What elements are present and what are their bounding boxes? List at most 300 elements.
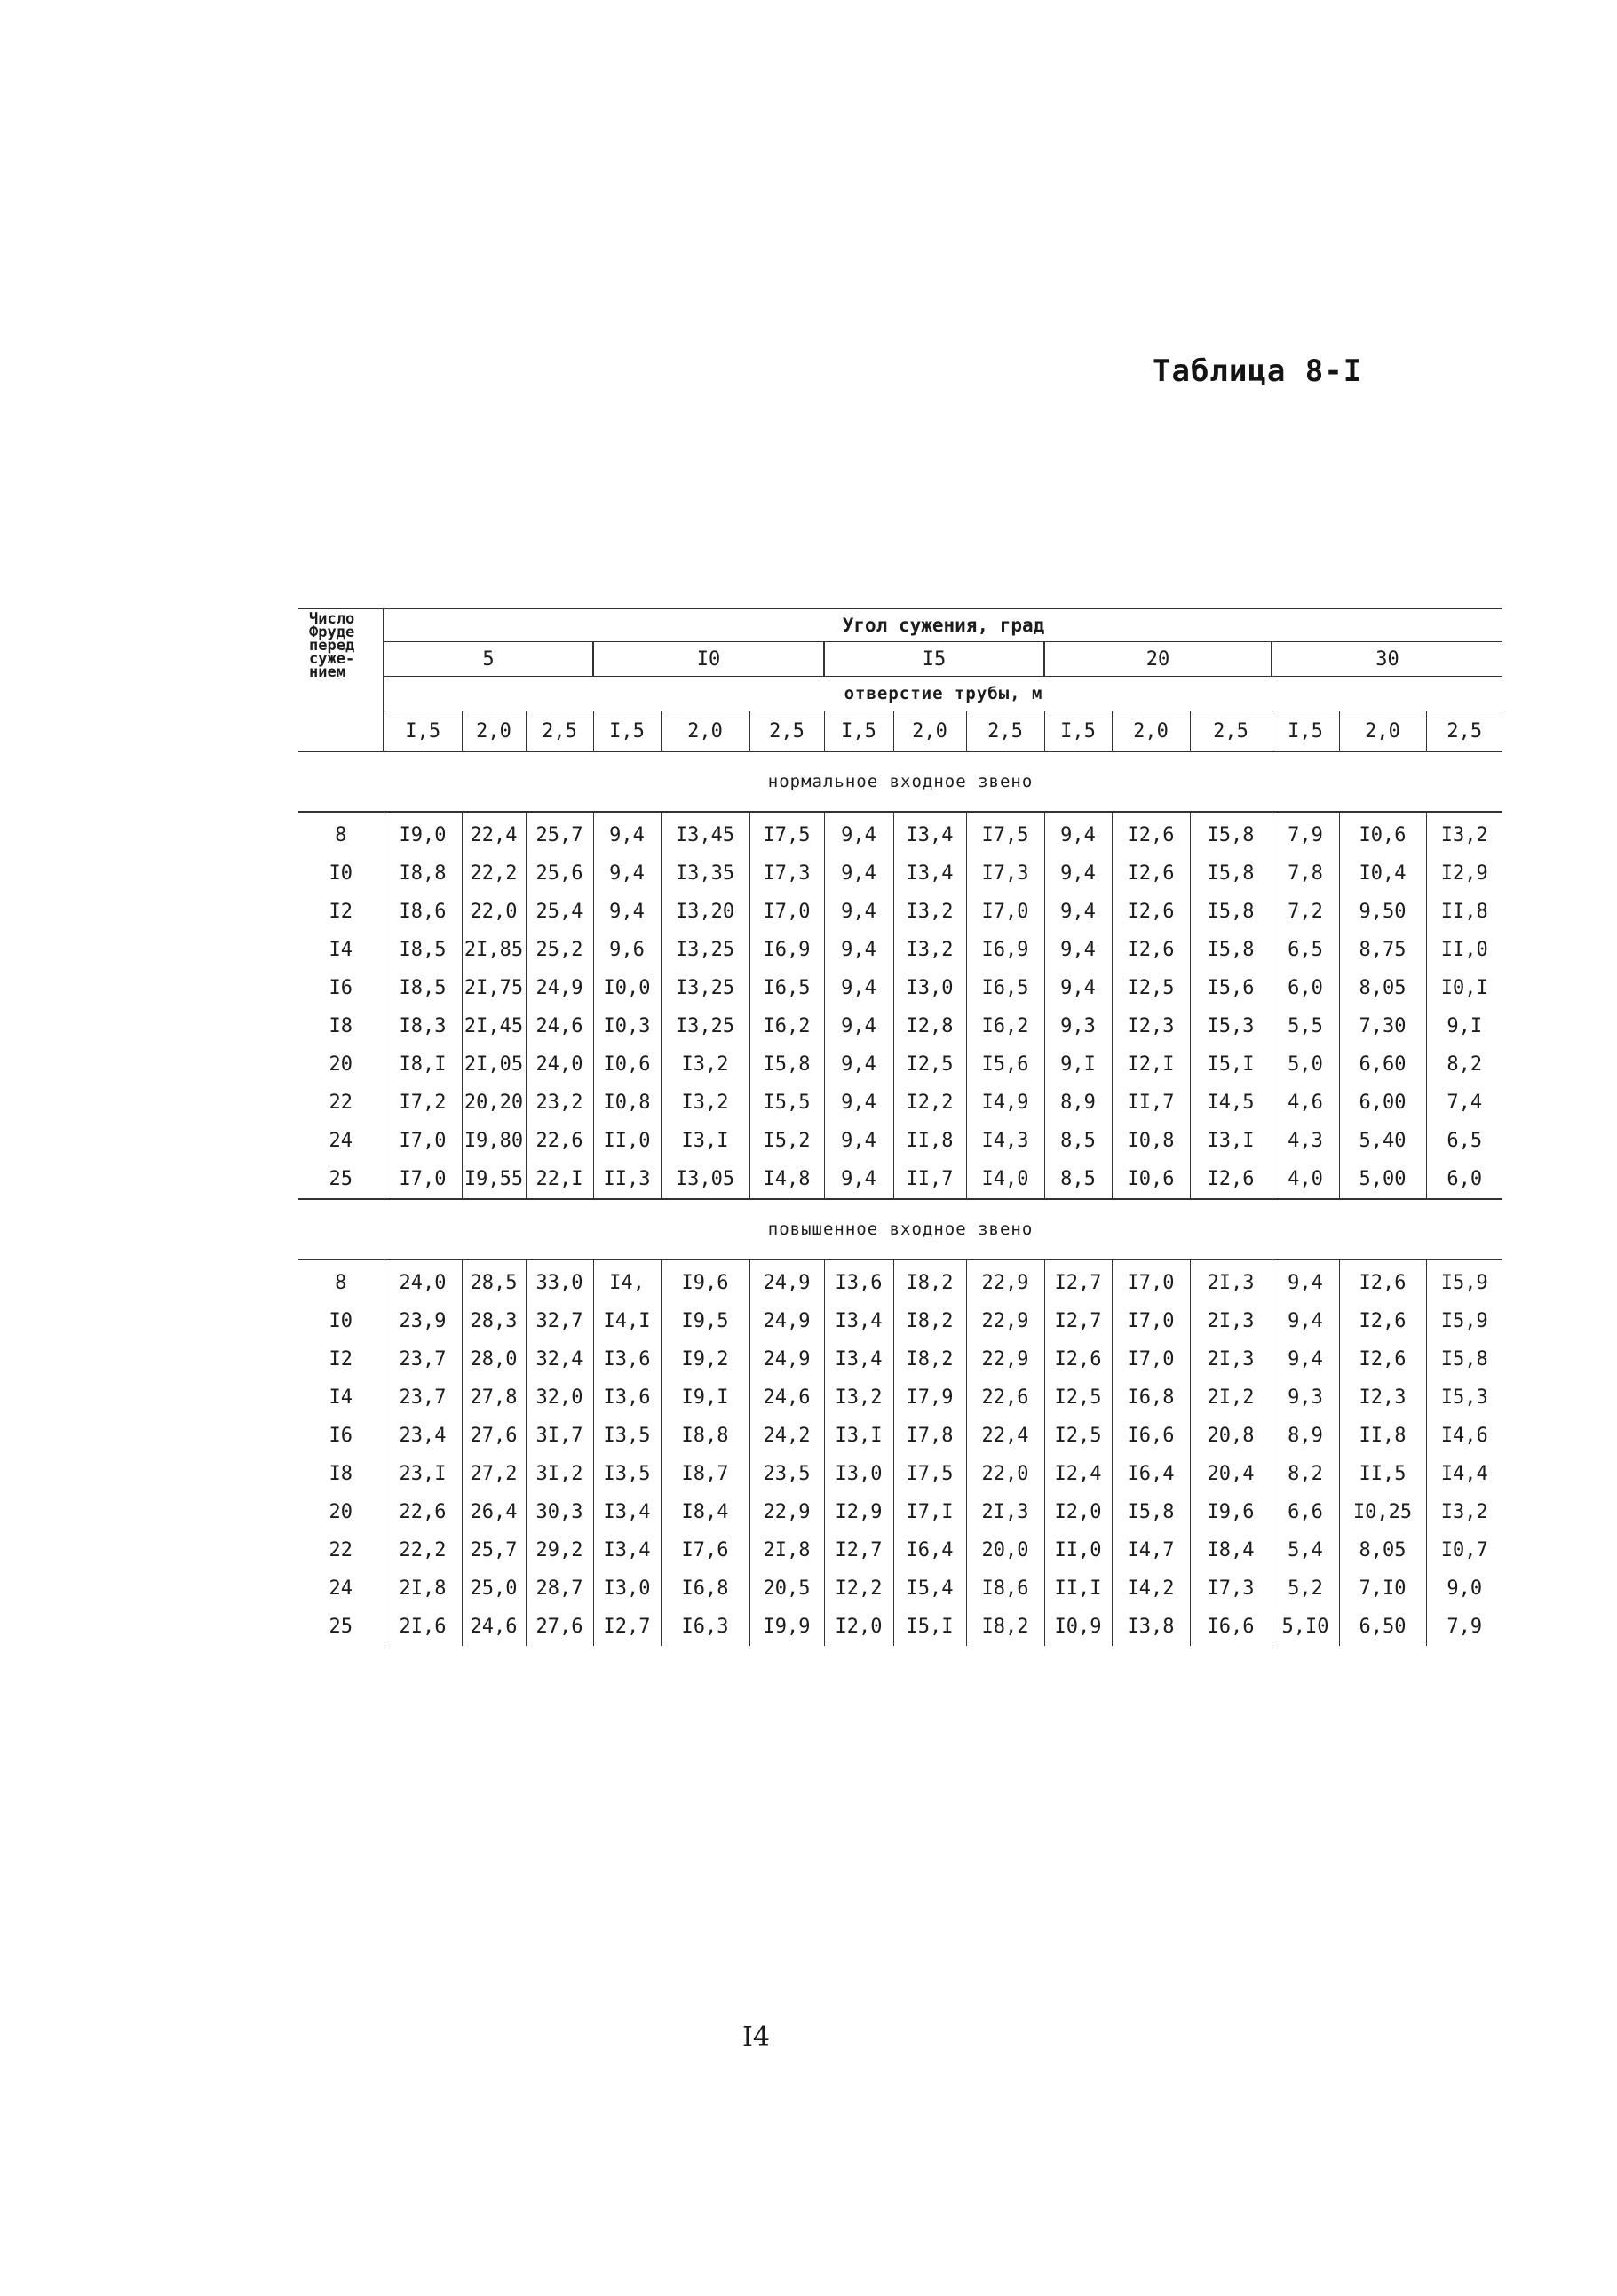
value-cell: I7,0 [966, 893, 1044, 931]
value-cell: I4,2 [1112, 1569, 1190, 1608]
value-cell: 9,4 [824, 812, 893, 854]
value-cell: 8,5 [1044, 1122, 1112, 1160]
value-cell: I3,25 [661, 1007, 749, 1045]
value-cell: I7,0 [1112, 1259, 1190, 1302]
value-cell: I5,I [1190, 1045, 1272, 1084]
value-cell: 9,4 [824, 1122, 893, 1160]
value-cell: 8,75 [1339, 931, 1426, 969]
value-cell: I8,4 [1190, 1531, 1272, 1569]
value-cell: 9,I [1044, 1045, 1112, 1084]
value-cell: I3,4 [593, 1493, 661, 1531]
value-cell: 33,0 [526, 1259, 593, 1302]
value-cell: 22,0 [462, 893, 526, 931]
value-cell: 27,8 [462, 1378, 526, 1417]
value-cell: I5,2 [749, 1122, 824, 1160]
table-row [298, 1122, 1502, 1160]
value-cell: I7,3 [1190, 1569, 1272, 1608]
value-cell: II,8 [893, 1122, 966, 1160]
table-row [298, 1531, 1502, 1569]
value-cell: 24,9 [749, 1340, 824, 1378]
value-cell: 27,6 [526, 1608, 593, 1646]
value-cell: I2,7 [593, 1608, 661, 1646]
value-cell: I6,3 [661, 1608, 749, 1646]
value-cell: 23,4 [384, 1417, 462, 1455]
angle-header: I0 [593, 642, 824, 677]
value-cell: 23,7 [384, 1340, 462, 1378]
value-cell: 24,9 [749, 1302, 824, 1340]
table-row [298, 854, 1502, 893]
value-cell: 9,3 [1044, 1007, 1112, 1045]
value-cell: I7,I [893, 1493, 966, 1531]
value-cell: 24,9 [749, 1259, 824, 1302]
value-cell: I4,7 [1112, 1531, 1190, 1569]
value-cell: II,5 [1339, 1455, 1426, 1493]
value-cell: I8,4 [661, 1493, 749, 1531]
value-cell: I3,2 [661, 1045, 749, 1084]
table-row [298, 969, 1502, 1007]
value-cell: 2I,3 [1190, 1259, 1272, 1302]
value-cell: I2,7 [1044, 1259, 1112, 1302]
value-cell: 9,4 [824, 1007, 893, 1045]
value-cell: I3,35 [661, 854, 749, 893]
value-cell: I2,6 [1112, 854, 1190, 893]
value-cell: I7,0 [1112, 1302, 1190, 1340]
value-cell: 25,7 [462, 1531, 526, 1569]
froude-number-cell: I6 [329, 1425, 353, 1447]
froude-number-cell: 20 [329, 1053, 353, 1076]
value-cell: 28,3 [462, 1302, 526, 1340]
value-cell: 9,6 [593, 931, 661, 969]
value-cell: I3,5 [593, 1455, 661, 1493]
value-cell: 4,6 [1272, 1084, 1339, 1122]
value-cell: 27,2 [462, 1455, 526, 1493]
value-cell: 24,0 [384, 1259, 462, 1302]
value-cell: I5,8 [1190, 812, 1272, 854]
value-cell: I0,4 [1339, 854, 1426, 893]
value-cell: 9,4 [1044, 969, 1112, 1007]
value-cell: I2,6 [1190, 1160, 1272, 1199]
value-cell: I5,8 [1426, 1340, 1502, 1378]
value-cell: I4,0 [966, 1160, 1044, 1199]
value-cell: 22,2 [462, 854, 526, 893]
value-cell: 9,4 [593, 854, 661, 893]
table-row [298, 1007, 1502, 1045]
value-cell: I3,5 [593, 1417, 661, 1455]
angle-group-header: Угол сужения, град [384, 608, 1502, 642]
value-cell: 25,4 [526, 893, 593, 931]
value-cell: 25,2 [526, 931, 593, 969]
froude-number-cell: 20 [329, 1501, 353, 1523]
value-cell: I2,I [1112, 1045, 1190, 1084]
value-cell: 7,9 [1426, 1608, 1502, 1646]
value-cell: 9,4 [824, 854, 893, 893]
value-cell: 2I,3 [966, 1493, 1044, 1531]
value-cell: 6,0 [1426, 1160, 1502, 1199]
value-cell: I6,5 [749, 969, 824, 1007]
diameter-header: 2,5 [749, 711, 824, 752]
value-cell: 9,4 [593, 812, 661, 854]
diameter-header: I,5 [1272, 711, 1339, 752]
value-cell: I3,I [1190, 1122, 1272, 1160]
value-cell: 29,2 [526, 1531, 593, 1569]
froude-number-cell: I4 [329, 939, 353, 961]
value-cell: 9,4 [824, 1084, 893, 1122]
froude-number-cell: 25 [329, 1616, 353, 1638]
froude-number-cell: 24 [329, 1130, 353, 1152]
froude-number-cell: 8 [298, 812, 384, 854]
value-cell: I9,55 [462, 1160, 526, 1199]
value-cell: I8,5 [384, 931, 462, 969]
value-cell: 25,7 [526, 812, 593, 854]
value-cell: I3,4 [824, 1302, 893, 1340]
value-cell: 9,4 [1044, 854, 1112, 893]
value-cell: 24,0 [526, 1045, 593, 1084]
section-title: повышенное входное звено [298, 1199, 1502, 1259]
value-cell: I2,0 [824, 1608, 893, 1646]
value-cell: I7,5 [749, 812, 824, 854]
value-cell: 6,5 [1272, 931, 1339, 969]
table-row [298, 1378, 1502, 1417]
value-cell: 20,4 [1190, 1455, 1272, 1493]
value-cell: I2,5 [1044, 1378, 1112, 1417]
value-cell: 8,05 [1339, 1531, 1426, 1569]
value-cell: I3,2 [893, 893, 966, 931]
value-cell: 22,6 [526, 1122, 593, 1160]
value-cell: 9,4 [1044, 893, 1112, 931]
value-cell: I5,8 [749, 1045, 824, 1084]
value-cell: 22,6 [966, 1378, 1044, 1417]
value-cell: II,8 [1426, 893, 1502, 931]
section-row [298, 751, 1502, 812]
value-cell: 23,7 [384, 1378, 462, 1417]
value-cell: I2,6 [1112, 893, 1190, 931]
table-row [298, 1417, 1502, 1455]
table-row [298, 1493, 1502, 1531]
value-cell: 6,00 [1339, 1084, 1426, 1122]
value-cell: II,3 [593, 1160, 661, 1199]
value-cell: 22,I [526, 1160, 593, 1199]
value-cell: 7,4 [1426, 1084, 1502, 1122]
value-cell: I7,2 [384, 1084, 462, 1122]
value-cell: 2I,2 [1190, 1378, 1272, 1417]
value-cell: 9,4 [824, 893, 893, 931]
value-cell: I3,25 [661, 931, 749, 969]
value-cell: I3,20 [661, 893, 749, 931]
stub-header [298, 608, 384, 751]
value-cell: 26,4 [462, 1493, 526, 1531]
value-cell: 32,0 [526, 1378, 593, 1417]
value-cell: 9,50 [1339, 893, 1426, 931]
value-cell: 8,5 [1044, 1160, 1112, 1199]
value-cell: I0,6 [1339, 812, 1426, 854]
value-cell: II,8 [1339, 1417, 1426, 1455]
value-cell: 4,3 [1272, 1122, 1339, 1160]
value-cell: 20,5 [749, 1569, 824, 1608]
froude-number-cell: I8 [329, 1463, 353, 1485]
value-cell: I0,3 [593, 1007, 661, 1045]
data-table [298, 608, 1502, 1646]
value-cell: I5,6 [966, 1045, 1044, 1084]
value-cell: 23,9 [384, 1302, 462, 1340]
table-row [298, 1608, 1502, 1646]
value-cell: I8,2 [966, 1608, 1044, 1646]
value-cell: 24,9 [526, 969, 593, 1007]
diameter-header: I,5 [384, 711, 462, 752]
value-cell: I2,9 [1426, 854, 1502, 893]
value-cell: I2,9 [824, 1493, 893, 1531]
value-cell: I5,6 [1190, 969, 1272, 1007]
value-cell: I2,6 [1112, 812, 1190, 854]
value-cell: 9,4 [1272, 1259, 1339, 1302]
stub-header-line: перед [309, 637, 355, 655]
value-cell: I4,I [593, 1302, 661, 1340]
froude-number-cell: 24 [329, 1577, 353, 1600]
diameter-header: 2,0 [1339, 711, 1426, 752]
value-cell: II,7 [1112, 1084, 1190, 1122]
value-cell: I6,6 [1190, 1608, 1272, 1646]
value-cell: I4, [593, 1259, 661, 1302]
diameter-header: 2,5 [1426, 711, 1502, 752]
value-cell: 9,4 [1044, 812, 1112, 854]
value-cell: I7,3 [749, 854, 824, 893]
value-cell: I3,0 [824, 1455, 893, 1493]
froude-number-cell: I0 [329, 862, 353, 885]
value-cell: I3,2 [661, 1084, 749, 1122]
value-cell: 7,8 [1272, 854, 1339, 893]
section-title: нормальное входное звено [767, 772, 1034, 791]
value-cell: II,0 [593, 1122, 661, 1160]
value-cell: 27,6 [462, 1417, 526, 1455]
value-cell: 8,9 [1272, 1417, 1339, 1455]
value-cell: 2I,6 [384, 1608, 462, 1646]
value-cell: I8,6 [966, 1569, 1044, 1608]
value-cell: I2,5 [893, 1045, 966, 1084]
value-cell: I8,6 [384, 893, 462, 931]
diameter-header: I,5 [593, 711, 661, 752]
value-cell: I8,3 [384, 1007, 462, 1045]
value-cell: I3,0 [893, 969, 966, 1007]
value-cell: I3,6 [593, 1340, 661, 1378]
value-cell: I0,6 [1112, 1160, 1190, 1199]
table-row [298, 812, 1502, 854]
value-cell: I7,3 [966, 854, 1044, 893]
value-cell: 28,0 [462, 1340, 526, 1378]
value-cell: 23,I [384, 1455, 462, 1493]
value-cell: 2I,45 [462, 1007, 526, 1045]
table-row [298, 1455, 1502, 1493]
value-cell: 8,2 [1426, 1045, 1502, 1084]
value-cell: I8,5 [384, 969, 462, 1007]
value-cell: 3I,2 [526, 1455, 593, 1493]
froude-number-cell: I2 [329, 1348, 353, 1370]
froude-number-cell: 25 [298, 1160, 384, 1199]
value-cell: I6,9 [966, 931, 1044, 969]
value-cell: I8,I [384, 1045, 462, 1084]
value-cell: I8,8 [384, 854, 462, 893]
value-cell: I3,45 [661, 812, 749, 854]
value-cell: 2I,75 [462, 969, 526, 1007]
table-row [298, 1302, 1502, 1340]
value-cell: 9,0 [1426, 1569, 1502, 1608]
value-cell: I3,4 [893, 812, 966, 854]
value-cell: I3,6 [824, 1259, 893, 1302]
value-cell: 6,5 [1426, 1122, 1502, 1160]
value-cell: I6,2 [749, 1007, 824, 1045]
value-cell: 9,I [1426, 1007, 1502, 1045]
value-cell: I0,0 [593, 969, 661, 1007]
value-cell: 30,3 [526, 1493, 593, 1531]
value-cell: 32,4 [526, 1340, 593, 1378]
value-cell: 2I,05 [462, 1045, 526, 1084]
value-cell: I0,25 [1339, 1493, 1426, 1531]
froude-number-cell: I6 [329, 977, 353, 999]
value-cell: 2I,3 [1190, 1302, 1272, 1340]
value-cell: 5,40 [1339, 1122, 1426, 1160]
value-cell: II,7 [893, 1160, 966, 1199]
value-cell: I3,I [661, 1122, 749, 1160]
value-cell: I7,6 [661, 1531, 749, 1569]
value-cell: I6,9 [749, 931, 824, 969]
value-cell: 9,4 [1044, 931, 1112, 969]
value-cell: I4,6 [1426, 1417, 1502, 1455]
table-row [298, 1569, 1502, 1608]
value-cell: 3I,7 [526, 1417, 593, 1455]
angle-header: 30 [1272, 642, 1502, 677]
value-cell: I9,6 [1190, 1493, 1272, 1531]
value-cell: I5,8 [1190, 893, 1272, 931]
value-cell: 6,0 [1272, 969, 1339, 1007]
value-cell: 23,2 [526, 1084, 593, 1122]
diameter-header: 2,0 [1112, 711, 1190, 752]
value-cell: 9,4 [1272, 1340, 1339, 1378]
value-cell: 8,2 [1272, 1455, 1339, 1493]
stub-header-line: нием [309, 663, 345, 681]
diameter-header: 2,5 [1190, 711, 1272, 752]
table-row [298, 1340, 1502, 1378]
value-cell: 8,05 [1339, 969, 1426, 1007]
value-cell: I2,8 [893, 1007, 966, 1045]
value-cell: I8,2 [893, 1302, 966, 1340]
value-cell: I9,I [661, 1378, 749, 1417]
value-cell: 6,60 [1339, 1045, 1426, 1084]
value-cell: I2,5 [1112, 969, 1190, 1007]
value-cell: 25,6 [526, 854, 593, 893]
value-cell: I2,2 [824, 1569, 893, 1608]
froude-number-cell: I8 [329, 1015, 353, 1037]
value-cell: I6,6 [1112, 1417, 1190, 1455]
value-cell: I8,2 [893, 1340, 966, 1378]
stub-header-line: Фруде [309, 624, 355, 641]
value-cell: I6,2 [966, 1007, 1044, 1045]
value-cell: 24,2 [749, 1417, 824, 1455]
value-cell: I2,5 [1044, 1417, 1112, 1455]
value-cell: 5,0 [1272, 1045, 1339, 1084]
value-cell: I2,6 [1339, 1259, 1426, 1302]
value-cell: I7,0 [1112, 1340, 1190, 1378]
value-cell: 4,0 [1272, 1160, 1339, 1199]
diameter-header: 2,0 [893, 711, 966, 752]
value-cell: I3,8 [1112, 1608, 1190, 1646]
value-cell: 6,6 [1272, 1493, 1339, 1531]
value-cell: 22,4 [966, 1417, 1044, 1455]
froude-number-cell: I2 [329, 901, 353, 923]
value-cell: I5,8 [1190, 854, 1272, 893]
value-cell: I2,3 [1339, 1378, 1426, 1417]
value-cell: 22,9 [966, 1302, 1044, 1340]
value-cell: 25,0 [462, 1569, 526, 1608]
value-cell: 22,9 [966, 1340, 1044, 1378]
value-cell: I3,I [824, 1417, 893, 1455]
froude-number-cell: I4 [329, 1386, 353, 1409]
value-cell: I2,2 [893, 1084, 966, 1122]
value-cell: 7,2 [1272, 893, 1339, 931]
value-cell: I2,7 [824, 1531, 893, 1569]
value-cell: 9,3 [1272, 1378, 1339, 1417]
value-cell: 24,6 [462, 1608, 526, 1646]
value-cell: I5,9 [1426, 1259, 1502, 1302]
value-cell: I5,8 [1190, 931, 1272, 969]
stub-header-line: суже- [309, 650, 355, 668]
value-cell: 7,9 [1272, 812, 1339, 854]
value-cell: I3,2 [893, 931, 966, 969]
value-cell: 5,5 [1272, 1007, 1339, 1045]
value-cell: 22,0 [966, 1455, 1044, 1493]
angle-header: 5 [384, 642, 593, 677]
value-cell: I6,5 [966, 969, 1044, 1007]
value-cell: I8,2 [893, 1259, 966, 1302]
value-cell: I3,2 [824, 1378, 893, 1417]
value-cell: 28,7 [526, 1569, 593, 1608]
value-cell: I2,6 [1339, 1302, 1426, 1340]
value-cell: 22,4 [462, 812, 526, 854]
value-cell: I2,7 [1044, 1302, 1112, 1340]
value-cell: I3,05 [661, 1160, 749, 1199]
value-cell: I4,5 [1190, 1084, 1272, 1122]
value-cell: I7,5 [966, 812, 1044, 854]
value-cell: I7,9 [893, 1378, 966, 1417]
value-cell: 5,2 [1272, 1569, 1339, 1608]
value-cell: 9,4 [824, 931, 893, 969]
value-cell: 5,I0 [1272, 1608, 1339, 1646]
diameter-header: 2,0 [462, 711, 526, 752]
diameter-header: I,5 [824, 711, 893, 752]
value-cell: 5,00 [1339, 1160, 1426, 1199]
value-cell: I8,7 [661, 1455, 749, 1493]
value-cell: II,I [1044, 1569, 1112, 1608]
value-cell: 22,9 [749, 1493, 824, 1531]
value-cell: I2,6 [1112, 931, 1190, 969]
value-cell: 24,6 [749, 1378, 824, 1417]
value-cell: I0,9 [1044, 1608, 1112, 1646]
value-cell: II,0 [1426, 931, 1502, 969]
section-row [298, 1199, 1502, 1259]
angle-header: 20 [1044, 642, 1272, 677]
value-cell: I5,3 [1426, 1378, 1502, 1417]
table-row [298, 1259, 1502, 1302]
value-cell: I9,80 [462, 1122, 526, 1160]
value-cell: 7,I0 [1339, 1569, 1426, 1608]
value-cell: I4,8 [749, 1160, 824, 1199]
diameter-header: 2,0 [661, 711, 749, 752]
froude-number-cell: I0 [329, 1310, 353, 1332]
froude-number-cell: 22 [329, 1092, 353, 1114]
value-cell: I5,5 [749, 1084, 824, 1122]
value-cell: 32,7 [526, 1302, 593, 1340]
value-cell: I3,25 [661, 969, 749, 1007]
table-row [298, 1045, 1502, 1084]
value-cell: 6,50 [1339, 1608, 1426, 1646]
value-cell: I0,8 [1112, 1122, 1190, 1160]
